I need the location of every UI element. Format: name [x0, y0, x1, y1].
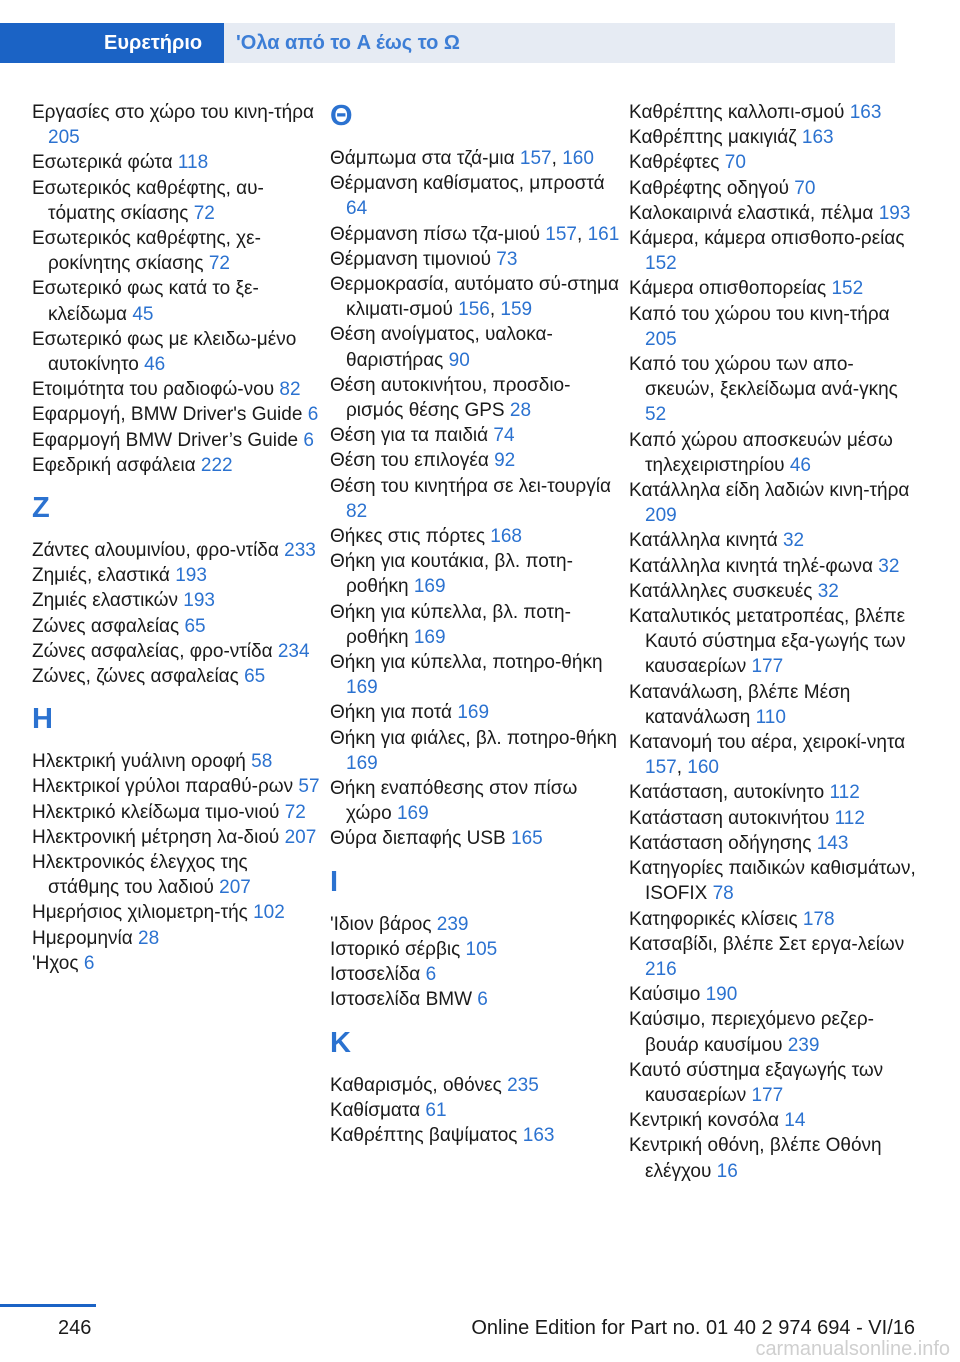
page-link[interactable]: 163: [849, 102, 882, 123]
entry-term: Ιστοσελίδα BMW: [330, 989, 472, 1011]
page-link[interactable]: 65: [184, 615, 206, 637]
entry-term: 'Ηχος: [32, 952, 79, 974]
entry-term: Ζημιές, ελαστικά: [32, 565, 170, 587]
page-link[interactable]: 6: [303, 429, 314, 451]
page-link[interactable]: 169: [413, 576, 446, 598]
entry-term: Κατάλληλα κινητά: [629, 530, 778, 552]
index-entry: [32, 150, 324, 175]
index-entry: [629, 1133, 921, 1183]
index-entry: [629, 176, 921, 201]
page-link[interactable]: 45: [132, 303, 154, 325]
index-column-3: [629, 100, 921, 1184]
index-entry: [330, 373, 622, 423]
page-number: 246: [58, 1317, 92, 1339]
tab-index[interactable]: Ευρετήριο: [0, 23, 224, 63]
entry-term: Θέρμανση τιμονιού: [330, 248, 491, 270]
page-link[interactable]: 222: [200, 454, 233, 476]
page-link[interactable]: 152: [831, 278, 864, 300]
index-entry: [330, 700, 622, 725]
entry-term: Ζώνες ασφαλείας: [32, 615, 180, 637]
page-link[interactable]: 177: [751, 1084, 784, 1106]
page-link[interactable]: 163: [522, 1124, 555, 1146]
index-entry: [32, 100, 324, 150]
page-link[interactable]: 161: [587, 223, 620, 245]
index-entry: [629, 831, 921, 856]
entry-term: Κατάσταση, αυτοκίνητο: [629, 782, 825, 804]
entry-term: Κατσαβίδι, βλέπε Σετ εργα‐λείων: [629, 933, 905, 955]
index-entry: [330, 474, 622, 524]
index-entry: [330, 826, 622, 851]
index-entry: [32, 800, 324, 825]
index-entry: [330, 1123, 622, 1148]
index-entry: [32, 226, 324, 276]
page-link[interactable]: 110: [755, 706, 786, 728]
page-link[interactable]: 61: [425, 1099, 447, 1121]
entry-term: Εσωτερικός καθρέφτης, αυ‐τόματης σκίασης: [32, 177, 264, 224]
page-link[interactable]: 169: [346, 752, 378, 774]
index-entry: [32, 850, 324, 900]
page-link[interactable]: 157: [645, 757, 677, 779]
page-link[interactable]: 28: [509, 400, 532, 422]
entry-term: Ιστορικό σέρβις: [330, 938, 461, 960]
page-link[interactable]: 234: [277, 640, 310, 662]
index-entry: [32, 176, 324, 226]
index-entry: [32, 327, 324, 377]
page-link[interactable]: 64: [346, 198, 368, 220]
entry-term: Ηλεκτρικό κλείδωμα τιμο‐νιού: [32, 801, 280, 823]
index-entry: [629, 806, 921, 831]
index-entry: [330, 448, 622, 473]
index-entry: [629, 302, 921, 352]
entry-term: Θύρα διεπαφής USB: [330, 828, 506, 850]
entry-term: Καύσιμο: [629, 984, 701, 1006]
index-entry: [32, 538, 324, 563]
entry-term: Ημερομηνία: [32, 927, 133, 949]
section-letter: I: [330, 865, 339, 898]
index-column-2: [330, 100, 622, 1148]
index-entry: [629, 554, 921, 579]
page-link[interactable]: 32: [817, 580, 839, 602]
page-link[interactable]: 209: [645, 505, 677, 527]
entry-term: Ηλεκτρικοί γρύλοι παραθύ‐ρων: [32, 776, 294, 798]
entry-term: Ετοιμότητα του ραδιοφώ‐νου: [32, 379, 275, 401]
index-entry: [629, 982, 921, 1007]
index-entry: [629, 352, 921, 428]
page-link[interactable]: 46: [144, 354, 166, 376]
page-link[interactable]: 207: [219, 877, 251, 899]
entry-term: Κεντρική οθόνη, βλέπε Οθόνη ελέγχου: [629, 1135, 882, 1182]
page-link[interactable]: 46: [789, 454, 811, 476]
page-link[interactable]: 239: [787, 1034, 820, 1056]
page-link[interactable]: 205: [645, 328, 677, 350]
page-link[interactable]: 72: [284, 801, 306, 823]
entry-term: Καθρέπτης βαψίματος: [330, 1124, 518, 1146]
entry-term: Κατανάλωση, βλέπε Μέση κατανάλωση: [629, 681, 851, 728]
index-entry: [629, 604, 921, 680]
entry-term: Εσωτερικά φώτα: [32, 152, 173, 174]
entry-term: Καπό του χώρου του κινη‐τήρα: [629, 303, 890, 325]
entry-term: Ηλεκτρική γυάλινη οροφή: [32, 751, 246, 773]
page-link[interactable]: 14: [784, 1110, 806, 1132]
entry-term: Κάμερα, κάμερα οπισθοπο‐ρείας: [629, 228, 905, 250]
index-entry: [32, 563, 324, 588]
entry-term: Θήκη για κουτάκια, βλ. ποτη‐ροθήκη: [330, 551, 573, 598]
page-link[interactable]: 169: [457, 702, 490, 724]
entry-term: Κατάσταση αυτοκινήτου: [629, 807, 830, 829]
index-entry: [629, 680, 921, 730]
page-link[interactable]: 168: [490, 526, 522, 548]
page-link[interactable]: 112: [834, 807, 865, 829]
entry-term: Καθαρισμός, οθόνες: [330, 1074, 502, 1096]
page-link[interactable]: 6: [307, 404, 319, 426]
index-entry: [32, 428, 324, 453]
index-entry: Κατανομή του αέρα, χειροκί‐νητα 157, 160: [629, 732, 906, 779]
entry-term: Κατηφορικές κλίσεις: [629, 908, 798, 930]
entry-term: Κατάλληλες συσκευές: [629, 580, 813, 602]
entry-term: Καύσιμο, περιεχόμενο ρεζερ‐βουάρ καυσίμου: [629, 1009, 874, 1056]
page-link[interactable]: 72: [208, 253, 230, 275]
entry-term: Ιστοσελίδα: [330, 964, 421, 986]
index-entry: [330, 1073, 622, 1098]
index-entry: [330, 524, 622, 549]
entry-term: Θέση ανοίγματος, υαλοκα‐θαριστήρας: [330, 324, 553, 371]
index-entry: [330, 912, 622, 937]
entry-term: Κατάσταση οδήγησης: [629, 832, 812, 854]
page-link[interactable]: 74: [493, 425, 515, 447]
entry-term: Εφαρμογή BMW Driver’s Guide: [32, 429, 299, 451]
index-entry: [330, 247, 622, 272]
index-entry: [629, 579, 921, 604]
page-link[interactable]: 160: [687, 757, 719, 779]
page-link[interactable]: 163: [801, 127, 834, 149]
page-link[interactable]: 90: [448, 349, 470, 371]
page-link[interactable]: 73: [496, 248, 518, 270]
index-entry: [32, 951, 324, 976]
edition-text: Online Edition for Part no. 01 40 2 974 694 - VI/16: [471, 1317, 915, 1339]
index-entry: [330, 1098, 622, 1123]
page-link[interactable]: 207: [284, 826, 317, 848]
page-link[interactable]: 193: [175, 565, 207, 587]
entry-term: Εσωτερικό φως κατά το ξε‐κλείδωμα: [32, 278, 259, 325]
index-entry: [330, 776, 622, 826]
page-link[interactable]: 160: [562, 148, 594, 169]
page-link[interactable]: 70: [794, 177, 816, 199]
page-link[interactable]: 105: [465, 938, 498, 960]
index-entry: [330, 549, 622, 599]
entry-term: Θέρμανση πίσω τζα‐μιού: [330, 223, 541, 245]
page-link[interactable]: 70: [724, 152, 746, 174]
entry-term: Θήκη για φιάλες, βλ. ποτηρο‐θήκη: [330, 727, 617, 749]
index-entry: [629, 276, 921, 301]
index-entry: [629, 226, 921, 276]
entry-term: Κατάλληλα κινητά τηλέ‐φωνα: [629, 555, 873, 577]
index-entry: [629, 150, 921, 175]
entry-term: Θέση του επιλογέα: [330, 450, 489, 472]
page-link[interactable]: 28: [138, 927, 160, 949]
index-entry: [330, 987, 622, 1012]
page-link[interactable]: 216: [645, 958, 677, 980]
index-entry: [330, 962, 622, 987]
index-entry: [32, 774, 324, 799]
index-entry: [330, 650, 622, 700]
index-entry: [330, 726, 622, 776]
entry-term: Καπό χώρου αποσκευών μέσω τηλεχειριστηρίου: [629, 429, 893, 476]
page-link[interactable]: 193: [878, 202, 911, 224]
page-link[interactable]: 6: [477, 989, 488, 1011]
index-entry: [629, 907, 921, 932]
index-entry: [330, 322, 622, 372]
entry-term: Εσωτερικός καθρέφτης, χε‐ροκίνητης σκίασης: [32, 228, 261, 275]
section-letter: H: [32, 703, 53, 736]
index-entry: [32, 588, 324, 613]
entry-term: Καπό του χώρου των απο‐σκευών, ξεκλείδωμα ανά‐γκης: [629, 354, 898, 401]
entry-term: Θήκες στις πόρτες: [330, 526, 485, 548]
page-link[interactable]: 178: [802, 908, 835, 930]
entry-term: Κατανομή του αέρα, χειροκί‐νητα: [629, 732, 906, 754]
index-entry: [32, 453, 324, 478]
index-entry: [629, 856, 921, 906]
index-entry: [629, 201, 921, 226]
entry-term: Ημερήσιος χιλιομετρη‐τής: [32, 902, 248, 924]
footer-rule: [0, 1304, 96, 1307]
page-link[interactable]: 143: [816, 832, 849, 854]
index-entry: [629, 100, 921, 125]
index-entry: [629, 780, 921, 805]
index-entry: [629, 125, 921, 150]
index-entry: [629, 528, 921, 553]
entry-term: 'Ιδιον βάρος: [330, 913, 432, 935]
entry-term: Κάμερα οπισθοπορείας: [629, 278, 827, 300]
entry-term: Θέρμανση καθίσματος, μπροστά: [330, 173, 605, 195]
entry-term: Ηλεκτρονική μέτρηση λα‐διού: [32, 826, 280, 848]
page-link[interactable]: 169: [413, 626, 446, 648]
page-link[interactable]: 165: [511, 828, 543, 850]
index-entry: [629, 932, 921, 982]
index-column-1: [32, 100, 324, 976]
entry-term: Ζώνες, ζώνες ασφαλείας: [32, 666, 239, 688]
entry-term: Θέση για τα παιδιά: [330, 425, 489, 447]
page-link[interactable]: 239: [436, 913, 469, 935]
entry-term: Εφαρμογή, BMW Driver's Guide: [32, 404, 303, 426]
page-link[interactable]: 159: [500, 299, 533, 321]
watermark: carmanualsonline.info: [755, 1338, 950, 1360]
page-link[interactable]: 177: [751, 656, 784, 678]
page-link[interactable]: 82: [279, 379, 301, 401]
page-link[interactable]: 78: [712, 883, 734, 905]
index-entry: [629, 1007, 921, 1057]
index-entry: [629, 1058, 921, 1108]
entry-term: Καταλυτικός μετατροπέας, βλέπε Καυτό σύστημα εξα‐γωγής των καυσαερίων: [629, 606, 906, 678]
section-letter: K: [330, 1026, 351, 1059]
index-entry: [32, 276, 324, 326]
page-link[interactable]: 193: [183, 590, 215, 612]
page-link[interactable]: 6: [83, 952, 95, 974]
entry-term: Εσωτερικό φως με κλειδω‐μένο αυτοκίνητο: [32, 328, 297, 376]
page-link[interactable]: 169: [396, 803, 429, 825]
index-entry: [32, 749, 324, 774]
index-entry: Θάμπωμα στα τζά‐μια 157, 160: [330, 148, 594, 169]
page-link[interactable]: 102: [253, 902, 285, 924]
page-link[interactable]: 157: [545, 223, 577, 245]
entry-term: Εργασίες στο χώρο του κινη‐τήρα: [32, 102, 315, 123]
page-link[interactable]: 58: [251, 751, 273, 773]
entry-term: Καθρέπτης μακιγιάζ: [629, 127, 797, 149]
entry-term: Καλοκαιρινά ελαστικά, πέλμα: [629, 202, 874, 224]
index-entry: [32, 664, 324, 689]
page-link[interactable]: 65: [244, 666, 266, 688]
entry-term: Θήκη για κύπελλα, ποτηρο‐θήκη: [330, 652, 603, 674]
index-entry: [629, 478, 921, 528]
index-entry: [32, 614, 324, 639]
entry-term: Θέση του κινητήρα σε λει‐τουργία: [330, 475, 611, 497]
index-entry: [32, 402, 324, 427]
entry-term: Καυτό σύστημα εξαγωγής των καυσαερίων: [629, 1059, 884, 1106]
tab-breadcrumb[interactable]: 'Ολα από το A έως το Ω: [236, 32, 460, 54]
index-entry: [330, 600, 622, 650]
page-link[interactable]: 118: [177, 152, 209, 174]
page-link[interactable]: 32: [878, 555, 900, 577]
entry-term: Θήκη εναπόθεσης στον πίσω χώρο: [330, 778, 578, 825]
index-entry: Θερμοκρασία, αυτόματο σύ‐στημα κλιματι‐σμού 156, 159: [330, 274, 619, 321]
page-link[interactable]: 72: [193, 202, 215, 224]
page-link[interactable]: 16: [716, 1160, 738, 1182]
entry-term: Θήκη για κύπελλα, βλ. ποτη‐ροθήκη: [330, 601, 571, 648]
entry-term: Κεντρική κονσόλα: [629, 1110, 779, 1132]
page-link[interactable]: 52: [645, 404, 667, 426]
index-entry: [32, 377, 324, 402]
page-link[interactable]: 32: [782, 530, 805, 552]
section-letter: Z: [32, 492, 50, 525]
index-entry: [32, 900, 324, 925]
page-link[interactable]: 82: [346, 500, 368, 522]
entry-term: Κατάλληλα είδη λαδιών κινη‐τήρα: [629, 480, 910, 502]
page-link[interactable]: 156: [458, 299, 490, 321]
entry-term: Καθίσματα: [330, 1099, 421, 1121]
index-entry: [629, 428, 921, 478]
page-link[interactable]: 233: [284, 540, 316, 562]
index-entry: [32, 926, 324, 951]
entry-term: Κατηγορίες παιδικών καθισμάτων, ISOFIX: [629, 858, 916, 905]
index-entry: Θέρμανση πίσω τζα‐μιού 157, 161: [330, 223, 620, 245]
entry-term: Ζημιές ελαστικών: [32, 590, 178, 612]
entry-term: Ζάντες αλουμινίου, φρο‐ντίδα: [32, 540, 279, 562]
page-link[interactable]: 6: [425, 964, 437, 986]
index-entry: [32, 639, 324, 664]
index-entry: [330, 171, 622, 221]
index-entry: [330, 423, 622, 448]
page-link[interactable]: 190: [705, 984, 738, 1006]
index-entry: [32, 825, 324, 850]
entry-term: Ζώνες ασφαλείας, φρο‐ντίδα: [32, 640, 273, 662]
index-entry: [330, 937, 622, 962]
page-link[interactable]: 235: [507, 1074, 539, 1096]
section-letter: Θ: [330, 100, 353, 132]
index-entry: [629, 1108, 921, 1133]
entry-term: Ηλεκτρονικός έλεγχος της στάθμης του λαδιού: [32, 852, 248, 899]
entry-term: Καθρέφτες: [629, 152, 720, 174]
page-link[interactable]: 205: [48, 127, 80, 149]
page-link[interactable]: 157: [519, 148, 552, 169]
entry-term: Καθρέφτης οδηγού: [629, 177, 789, 199]
entry-term: Καθρέπτης καλλοπι‐σμού: [629, 102, 845, 123]
page-link[interactable]: 152: [645, 253, 677, 275]
page-link[interactable]: 92: [494, 450, 516, 472]
page-link[interactable]: 112: [829, 782, 860, 804]
entry-term: Θήκη για ποτά: [330, 702, 453, 724]
entry-term: Θέση αυτοκινήτου, προσδιο‐ρισμός θέσης GPS: [330, 374, 571, 422]
entry-term: Θερμοκρασία, αυτόματο σύ‐στημα κλιματι‐σμού: [330, 274, 619, 321]
page-link[interactable]: 57: [298, 776, 320, 798]
entry-term: Εφεδρική ασφάλεια: [32, 454, 196, 476]
entry-term: Θάμπωμα στα τζά‐μια: [330, 148, 515, 169]
page-link[interactable]: 169: [346, 677, 378, 699]
